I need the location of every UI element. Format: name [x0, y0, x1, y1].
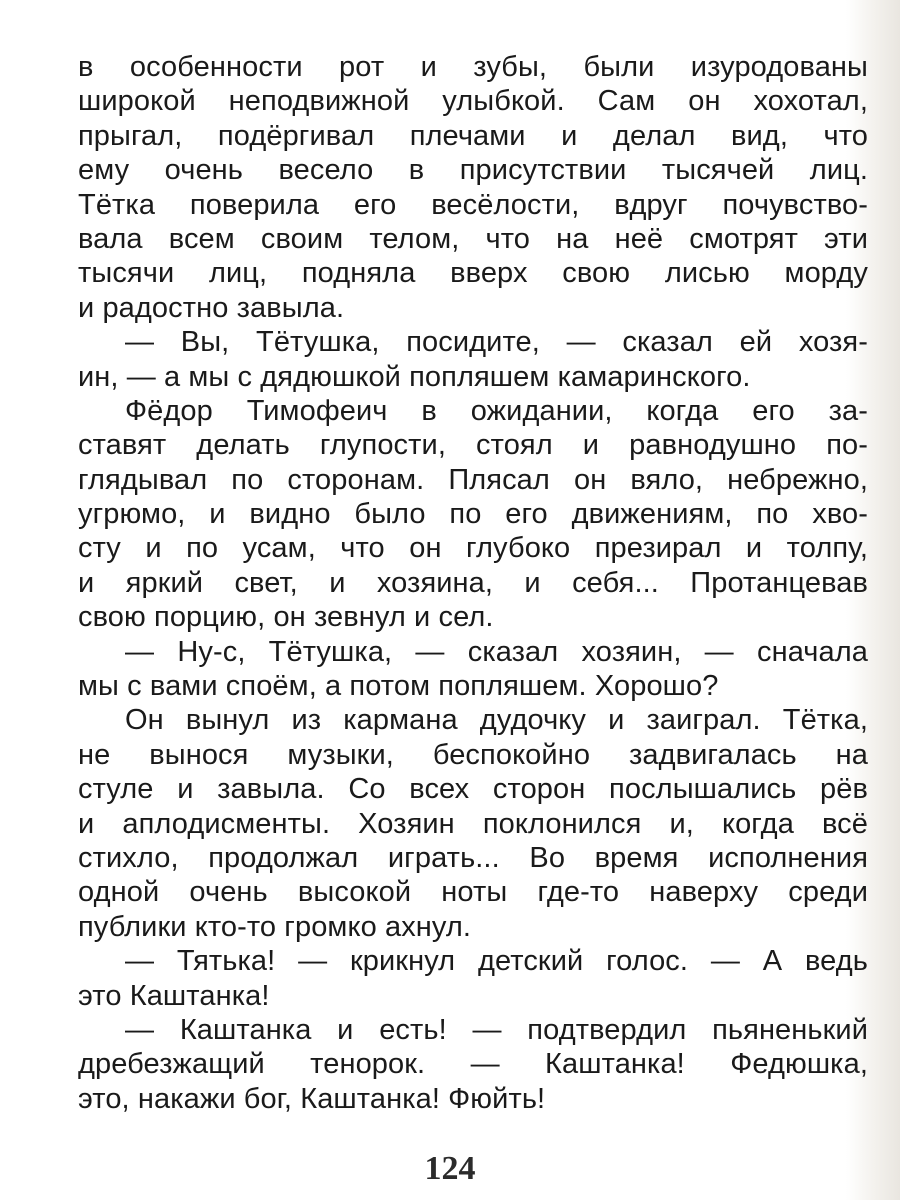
text-line: это Каштанка!	[78, 979, 270, 1012]
text-line: ему очень весело в присутствии тысячей лиц.	[78, 154, 868, 187]
text-line: и радостно завыла.	[78, 291, 345, 324]
text-line: широкой неподвижной улыбкой. Сам он хохотал,	[78, 85, 868, 118]
text-line: прыгал, подёргивал плечами и делал вид, что	[78, 119, 868, 152]
text-line: — Тятька! — крикнул детский голос. — А ведь	[125, 945, 868, 978]
text-line: — Вы, Тётушка, посидите, — сказал ей хозя-	[125, 326, 868, 359]
text-line: и яркий свет, и хозяина, и себя... Протанцевав	[78, 566, 868, 599]
text-line: одной очень высокой ноты где-то наверху среди	[78, 876, 868, 909]
text-line: глядывал по сторонам. Плясал он вяло, небрежно,	[78, 463, 868, 496]
text-line: — Ну-с, Тётушка, — сказал хозяин, — сначала	[125, 635, 868, 668]
text-line: мы с вами споём, а потом попляшем. Хорошо?	[78, 670, 719, 703]
text-line: ставят делать глупости, стоял и равнодушно по-	[78, 429, 868, 462]
text-line: стуле и завыла. Со всех сторон послышались рёв	[78, 773, 868, 806]
text-line: угрюмо, и видно было по его движениям, по хво-	[78, 498, 868, 531]
text-line: вала всем своим телом, что на неё смотрят эти	[78, 222, 868, 255]
text-line: не вынося музыки, беспокойно задвигалась на	[78, 738, 868, 771]
text-line: и аплодисменты. Хозяин поклонился и, когда всё	[78, 807, 868, 840]
body-text	[78, 50, 868, 1116]
text-line: сту и по усам, что он глубоко презирал и толпу,	[78, 532, 868, 565]
text-line: Он вынул из кармана дудочку и заиграл. Тётка,	[125, 704, 868, 737]
text-line: — Каштанка и есть! — подтвердил пьяненький	[125, 1013, 868, 1046]
text-line: стихло, продолжал играть... Во время исполнения	[78, 841, 868, 874]
text-line: ин, — а мы с дядюшкой попляшем камаринского.	[78, 360, 751, 393]
text-line: в особенности рот и зубы, были изуродованы	[78, 51, 868, 83]
text-line: Тётка поверила его весёлости, вдруг почувство-	[78, 188, 868, 221]
text-line: это, накажи бог, Каштанка! Фюйть!	[78, 1082, 546, 1115]
text-line: свою порцию, он зевнул и сел.	[78, 601, 494, 634]
page-number: 124	[424, 1150, 476, 1187]
text-line: Фёдор Тимофеич в ожидании, когда его за-	[125, 394, 868, 427]
text-line: тысячи лиц, подняла вверх свою лисью морду	[78, 257, 868, 290]
text-line: публики кто-то громко ахнул.	[78, 910, 472, 943]
text-line: дребезжащий тенорок. — Каштанка! Федюшка,	[78, 1048, 868, 1081]
